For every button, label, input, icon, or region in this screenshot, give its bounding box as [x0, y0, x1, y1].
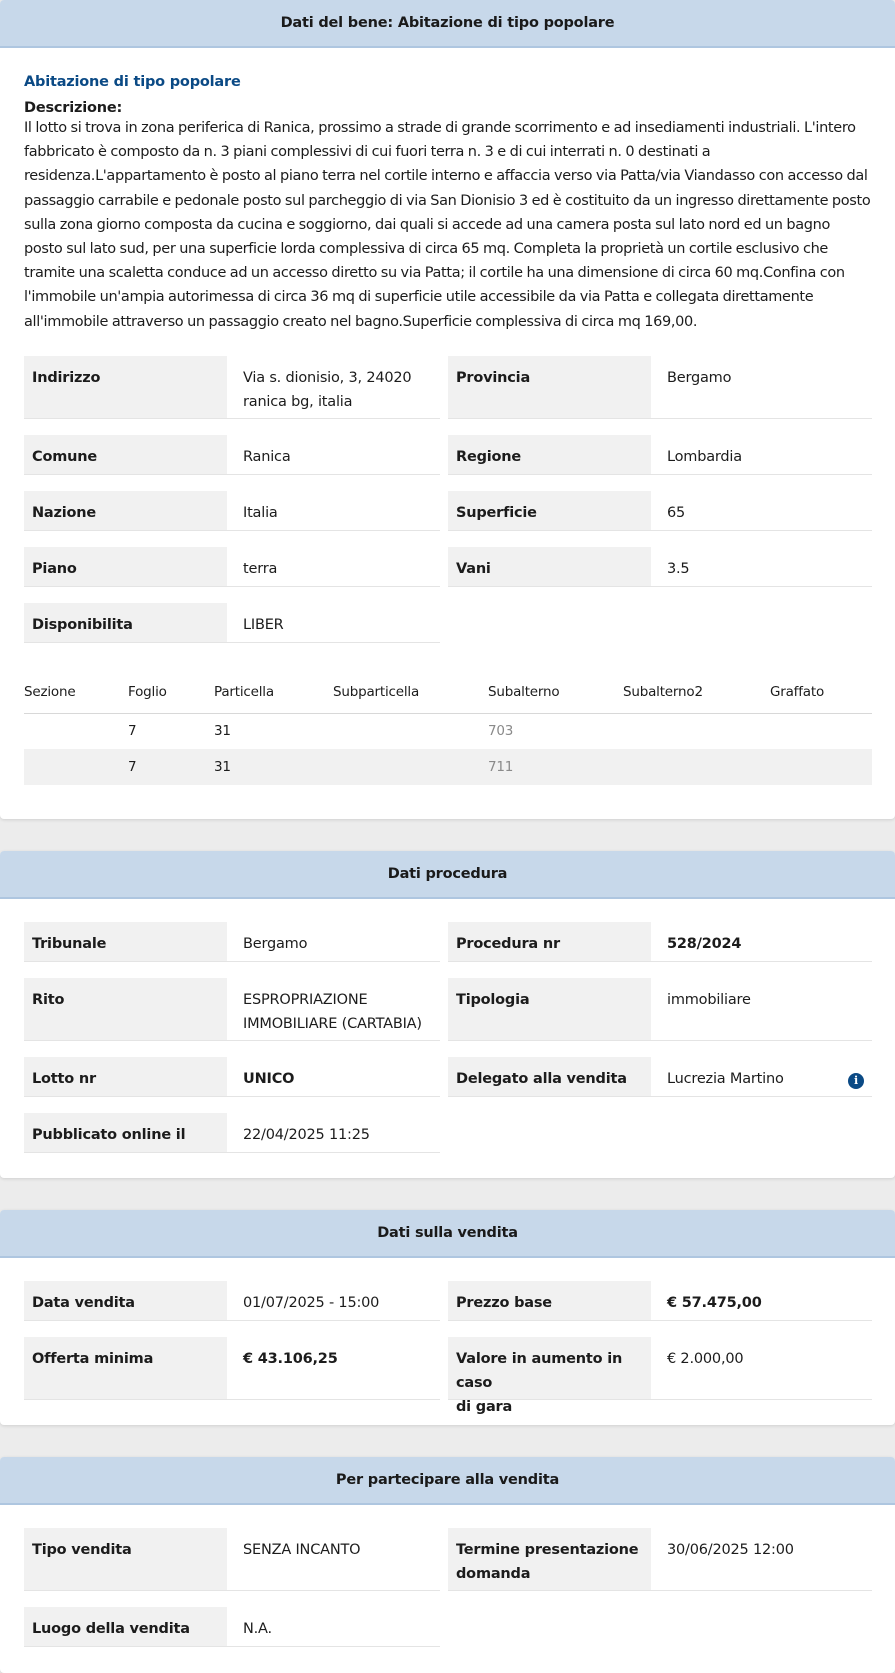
- value-indirizzo-line1: Via s. dionisio, 3, 24020: [243, 370, 412, 386]
- label-valore-aumento: [448, 1337, 651, 1415]
- value-regione: Lombardia: [651, 435, 872, 475]
- value-termine-presentazione: 30/06/2025 12:00: [651, 1528, 872, 1591]
- value-comune: Ranica: [227, 435, 440, 475]
- label-luogo-vendita: Luogo della vendita: [24, 1607, 227, 1647]
- value-rito: [227, 978, 440, 1041]
- value-rito-line2: IMMOBILIARE (CARTABIA): [243, 1016, 422, 1032]
- catasto-header-subalterno: Subalterno: [488, 671, 623, 713]
- value-tipo-vendita: SENZA INCANTO: [227, 1528, 440, 1591]
- catasto-cell-subparticella: [333, 749, 488, 785]
- value-procedura-nr: 528/2024: [651, 922, 872, 962]
- catasto-cell-subalterno: 711: [488, 749, 623, 785]
- catasto-header-graffato: Graffato: [770, 671, 872, 713]
- catasto-cell-graffato: [770, 713, 872, 749]
- catasto-header-row: [24, 671, 872, 713]
- catasto-cell-subalterno: 703: [488, 713, 623, 749]
- value-prezzo-base: € 57.475,00: [651, 1281, 872, 1321]
- value-valore-aumento: € 2.000,00: [651, 1337, 872, 1400]
- catasto-cell-sezione: [24, 713, 128, 749]
- label-valore-aumento-line2: di gara: [456, 1399, 513, 1415]
- value-tipologia: immobiliare: [651, 978, 872, 1041]
- label-tribunale: Tribunale: [24, 922, 227, 962]
- label-prezzo-base: Prezzo base: [448, 1281, 651, 1321]
- value-indirizzo-line2: ranica bg, italia: [243, 394, 353, 410]
- label-valore-aumento-line1: Valore in aumento in caso: [456, 1351, 623, 1391]
- value-data-vendita: 01/07/2025 - 15:00: [227, 1281, 440, 1321]
- description-label: Descrizione:: [24, 100, 123, 116]
- catasto-cell-subalterno2: [623, 713, 770, 749]
- value-offerta-minima: € 43.106,25: [227, 1337, 440, 1400]
- card-partecipare: [0, 1457, 895, 1673]
- catasto-cell-subalterno2: [623, 749, 770, 785]
- description-text: Il lotto si trova in zona periferica di Ranica, prossimo a strade di grande scorrimento e ad insediamenti industriali. L'intero fabbricato è composto da n. 3 piani complessivi di cui fuori terra n. 3 e di cui interrati n. 0 destinati a residenza.L'appartamento è posto al piano terra nel cortile interno e affaccia verso via Patta/via Viandasso con accesso dal passaggio carrabile e pedonale posto sul parcheggio di via San Dionisio 3 ed è costituito da un ingresso direttamente posto sulla zona giorno composta da cucina e soggiorno, dai quali si accede ad una camera posta sul lato nord ed un bagno posto sul lato sud, per una superficie lorda complessiva di circa 65 mq. Completa la proprietà un cortile esclusivo che tramite una scaletta conduce ad un accesso diretto su via Patta; il cortile ha una dimensione di circa 60 mq.Confina con l'immobile un'ampia autorimessa di circa 36 mq di superficie utile accessibile da via Patta e collegata direttamente all'immobile attraverso un passaggio creato nel bagno.Superficie complessiva di circa mq 169,00.: [24, 120, 871, 330]
- catasto-cell-particella: 31: [214, 713, 333, 749]
- label-termine-line2: domanda: [456, 1566, 531, 1582]
- catasto-cell-graffato: [770, 749, 872, 785]
- label-indirizzo: Indirizzo: [24, 356, 227, 419]
- label-lotto-nr: Lotto nr: [24, 1057, 227, 1097]
- value-tribunale: Bergamo: [227, 922, 440, 962]
- value-pubblicato: 22/04/2025 11:25: [227, 1113, 440, 1153]
- value-delegato-text: Lucrezia Martino: [667, 1071, 784, 1087]
- info-icon[interactable]: i: [848, 1073, 864, 1089]
- card-dati-procedura: [0, 851, 895, 1178]
- value-lotto-nr: UNICO: [227, 1057, 440, 1097]
- value-delegato: [651, 1057, 872, 1097]
- value-luogo-vendita: N.A.: [227, 1607, 440, 1647]
- label-data-vendita: Data vendita: [24, 1281, 227, 1321]
- value-indirizzo: [227, 356, 440, 419]
- label-offerta-minima: Offerta minima: [24, 1337, 227, 1400]
- value-piano: terra: [227, 547, 440, 587]
- card-header-dati-bene: Dati del bene: Abitazione di tipo popolare: [0, 0, 895, 48]
- item-title: Abitazione di tipo popolare: [24, 74, 241, 90]
- catasto-cell-foglio: 7: [128, 749, 214, 785]
- label-tipologia: Tipologia: [448, 978, 651, 1041]
- label-termine-presentazione: [448, 1528, 651, 1591]
- label-regione: Regione: [448, 435, 651, 475]
- label-tipo-vendita: Tipo vendita: [24, 1528, 227, 1591]
- label-piano: Piano: [24, 547, 227, 587]
- card-header-dati-vendita: Dati sulla vendita: [0, 1210, 895, 1258]
- label-provincia: Provincia: [448, 356, 651, 419]
- label-rito: Rito: [24, 978, 227, 1041]
- card-dati-vendita: [0, 1210, 895, 1425]
- catasto-header-sezione: Sezione: [24, 671, 128, 713]
- card-dati-bene: [0, 0, 895, 819]
- label-procedura-nr: Procedura nr: [448, 922, 651, 962]
- label-superficie: Superficie: [448, 491, 651, 531]
- catasto-header-particella: Particella: [214, 671, 333, 713]
- label-disponibilita: Disponibilita: [24, 603, 227, 643]
- catasto-row: [24, 749, 872, 785]
- card-header-partecipare: Per partecipare alla vendita: [0, 1457, 895, 1505]
- value-nazione: Italia: [227, 491, 440, 531]
- catasto-cell-sezione: [24, 749, 128, 785]
- catasto-cell-foglio: 7: [128, 713, 214, 749]
- label-comune: Comune: [24, 435, 227, 475]
- card-header-dati-procedura: Dati procedura: [0, 851, 895, 899]
- label-pubblicato: Pubblicato online il: [24, 1113, 227, 1153]
- catasto-header-subparticella: Subparticella: [333, 671, 488, 713]
- label-termine-line1: Termine presentazione: [456, 1542, 639, 1558]
- catasto-row: [24, 713, 872, 749]
- value-provincia: Bergamo: [651, 356, 872, 419]
- label-delegato: Delegato alla vendita: [448, 1057, 651, 1097]
- label-vani: Vani: [448, 547, 651, 587]
- catasto-cell-particella: 31: [214, 749, 333, 785]
- catasto-header-foglio: Foglio: [128, 671, 214, 713]
- catasto-header-subalterno2: Subalterno2: [623, 671, 770, 713]
- value-rito-line1: ESPROPRIAZIONE: [243, 992, 368, 1008]
- value-disponibilita: LIBER: [227, 603, 440, 643]
- value-vani: 3.5: [651, 547, 872, 587]
- label-nazione: Nazione: [24, 491, 227, 531]
- catasto-cell-subparticella: [333, 713, 488, 749]
- value-superficie: 65: [651, 491, 872, 531]
- catasto-table: [24, 671, 872, 785]
